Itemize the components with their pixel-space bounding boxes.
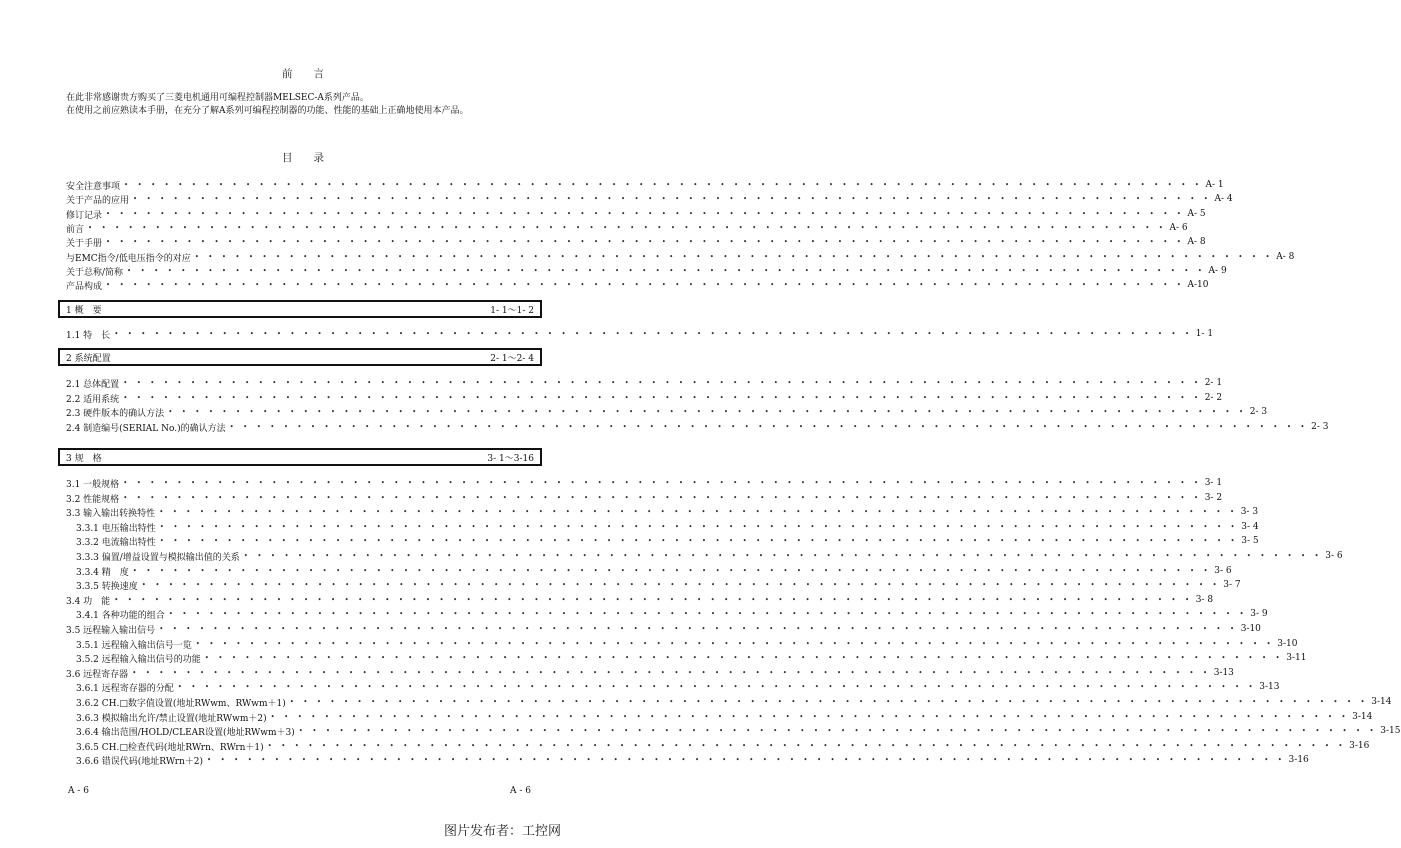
toc-entry-label: 3.3.2 电流输出特性 [76,537,156,548]
toc-entry[interactable] [76,578,1241,592]
toc-entry-label: 3.5.2 远程输入输出信号的功能 [76,654,201,665]
toc-entry-page: 3- 6 [1214,566,1232,576]
toc-entry-label: 3.5.1 远程输入输出信号一览 [76,640,192,651]
publisher-watermark: 图片发布者：工控网 [444,824,562,839]
toc-entry-label: 3.6.2 CH.□数字值设置(地址RWwm、RWwm＋1) [76,698,286,709]
toc-entry[interactable] [76,607,1268,621]
chapter-header-2[interactable] [58,348,542,366]
footer-page-right: A - 6 [510,786,531,796]
toc-entry-front[interactable] [66,221,1188,235]
toc-entry-page: 3- 7 [1223,580,1241,590]
dot-leader: • • • • • • • • • • • • • • • • • • • • • • • • • • • • • • • • • • • • • • • • • • • • • • • • • • • • • • • • • • • • • • • • • • • • • • • • • • • • • • • • [123,394,1202,402]
toc-entry-page: 3- 3 [1240,507,1259,517]
toc-entry-label: 3.3.4 精 度 [76,567,129,578]
dot-leader: • • • • • • • • • • • • • • • • • • • • • • • • • • • • • • • • • • • • • • • • • • • • • • • • • • • • • • • • • • • • • • • • • • • • • • • • • • • • • • • • [123,494,1202,502]
toc-entry[interactable] [66,391,1223,405]
toc-entry[interactable] [76,695,1392,709]
chapter-page-range: 1- 1～1- 2 [490,305,534,316]
toc-entry-page: 3-15 [1380,726,1401,736]
toc-entry-page: 3-10 [1277,639,1298,649]
dot-leader: • • • • • • • • • • • • • • • • • • • • • • • • • • • • • • • • • • • • • • • • • • • • • • • • • • • • • • • • • • • • • • • • • • • • • • • • • • • • • • • • [123,379,1202,387]
toc-entry-front[interactable] [66,250,1295,264]
dot-leader: • • • • • • • • • • • • • • • • • • • • • • • • • • • • • • • • • • • • • • • • • • • • • • • • • • • • • • • • • • • • • • • • • • • • • • • • • • • • • • • • [207,756,1286,764]
dot-leader: • • • • • • • • • • • • • • • • • • • • • • • • • • • • • • • • • • • • • • • • • • • • • • • • • • • • • • • • • • • • • • • • • • • • • • • • • • • • • • • • [168,610,1248,618]
toc-entry-label: 3.3.5 转换速度 [76,581,138,592]
toc-entry-page: A- 8 [1276,252,1295,262]
dot-leader: • • • • • • • • • • • • • • • • • • • • • • • • • • • • • • • • • • • • • • • • • • • • • • • • • • • • • • • • • • • • • • • • • • • • • • • • • • • • • • • • [177,683,1257,691]
toc-entry-page: 3-14 [1371,697,1392,707]
preface-line-1: 在此非常感谢贵方购买了三菱电机通用可编程控制器MELSEC-A系列产品。 [66,93,369,103]
dot-leader: • • • • • • • • • • • • • • • • • • • • • • • • • • • • • • • • • • • • • • • • • • • • • • • • • • • • • • • • • • • • • • • • • • • • • • • • • • • • • • • • [106,210,1185,218]
preface-line-2: 在使用之前应熟读本手册，在充分了解A系列可编程控制器的功能、性能的基础上正确地使用本产品。 [66,106,469,116]
toc-entry-page: A- 8 [1187,237,1206,247]
toc-entry-page: 3-13 [1259,682,1280,692]
dot-leader: • • • • • • • • • • • • • • • • • • • • • • • • • • • • • • • • • • • • • • • • • • • • • • • • • • • • • • • • • • • • • • • • • • • • • • • • • • • • • • • • [106,281,1185,289]
dot-leader: • • • • • • • • • • • • • • • • • • • • • • • • • • • • • • • • • • • • • • • • • • • • • • • • • • • • • • • • • • • • • • • • • • • • • • • • • • • • • • • • [195,640,1275,648]
toc-entry-label: 3.6.6 错误代码(地址RWrn＋2) [76,756,204,767]
toc-entry-label: 3.4.1 各种功能的组合 [76,610,165,621]
toc-entry[interactable] [66,505,1259,519]
dot-leader: • • • • • • • • • • • • • • • • • • • • • • • • • • • • • • • • • • • • • • • • • • • • • • • • • • • • • • • • • • • • • • • • • • • • • • • • • • • • • • • • [123,479,1202,487]
footer-page-left: A - 6 [68,786,89,796]
toc-entry-page: 3- 4 [1241,522,1259,532]
dot-leader: • • • • • • • • • • • • • • • • • • • • • • • • • • • • • • • • • • • • • • • • • • • • • • • • • • • • • • • • • • • • • • • • • • • • • • • • • • • • • • • • [159,523,1239,531]
toc-entry[interactable] [76,753,1309,767]
toc-entry-page: 3- 1 [1204,478,1223,488]
toc-entry[interactable] [76,549,1343,563]
toc-entry-label: 2.3 硬件版本的确认方法 [66,408,165,419]
dot-leader: • • • • • • • • • • • • • • • • • • • • • • • • • • • • • • • • • • • • • • • • • • • • • • • • • • • • • • • • • • • • • • • • • • • • • • • • • • • • • • • • [298,727,1378,735]
toc-entry-page: 3-10 [1240,624,1261,634]
dot-leader: • • • • • • • • • • • • • • • • • • • • • • • • • • • • • • • • • • • • • • • • • • • • • • • • • • • • • • • • • • • • • • • • • • • • • • • • • • • • • • • • [204,654,1284,662]
chapter-title: 1 概 要 [66,305,102,316]
dot-leader: • • • • • • • • • • • • • • • • • • • • • • • • • • • • • • • • • • • • • • • • • • • • • • • • • • • • • • • • • • • • • • • • • • • • • • • • • • • • • • • • [127,267,1206,275]
toc-entry[interactable] [76,651,1307,665]
toc-entry[interactable] [76,739,1370,753]
toc-entry-label: 关于总称/简称 [66,267,124,278]
toc-entry-label: 3.3 输入输出转换特性 [66,508,156,519]
toc-entry-page: A- 9 [1208,266,1227,276]
toc-title: 目 录 [282,152,324,164]
dot-leader: • • • • • • • • • • • • • • • • • • • • • • • • • • • • • • • • • • • • • • • • • • • • • • • • • • • • • • • • • • • • • • • • • • • • • • • • • • • • • • • • [270,713,1350,721]
toc-entry[interactable] [66,405,1268,419]
toc-entry-page: 3-11 [1286,653,1307,663]
toc-entry-page: 2- 1 [1204,378,1223,388]
toc-entry-label: 修订记录 [66,210,103,221]
chapter-header-3[interactable] [58,448,542,466]
toc-entry[interactable] [66,376,1223,390]
toc-entry[interactable] [66,666,1234,680]
toc-entry-page: A-10 [1187,280,1209,290]
preface-title: 前 言 [282,68,324,80]
toc-entry-page: 3- 5 [1241,536,1259,546]
toc-entry-label: 3.6.3 模拟输出允许/禁止设置(地址RWwm＋2) [76,713,267,724]
toc-entry-page: 1- 1 [1195,329,1214,339]
chapter-title: 3 规 格 [66,453,102,464]
dot-leader: • • • • • • • • • • • • • • • • • • • • • • • • • • • • • • • • • • • • • • • • • • • • • • • • • • • • • • • • • • • • • • • • • • • • • • • • • • • • • • • • [289,698,1369,706]
toc-entry[interactable] [76,680,1280,694]
toc-entry-label: 3.4 功 能 [66,596,111,607]
chapter-page-range: 3- 1～3-16 [487,453,534,464]
dot-leader: • • • • • • • • • • • • • • • • • • • • • • • • • • • • • • • • • • • • • • • • • • • • • • • • • • • • • • • • • • • • • • • • • • • • • • • • • • • • • • • • [124,181,1203,189]
toc-entry-front[interactable] [66,264,1227,278]
toc-entry[interactable] [76,520,1259,534]
toc-entry-page: 3- 8 [1195,595,1214,605]
dot-leader: • • • • • • • • • • • • • • • • • • • • • • • • • • • • • • • • • • • • • • • • • • • • • • • • • • • • • • • • • • • • • • • • • • • • • • • • • • • • • • • • [133,195,1212,203]
toc-entry[interactable] [66,622,1261,636]
toc-entry[interactable] [66,491,1223,505]
toc-entry[interactable] [66,593,1214,607]
toc-entry-label: 3.5 远程输入输出信号 [66,625,156,636]
dot-leader: • • • • • • • • • • • • • • • • • • • • • • • • • • • • • • • • • • • • • • • • • • • • • • • • • • • • • • • • • • • • • • • • • • • • • • • • • • • • • • • • [243,552,1323,560]
toc-entry-label: 3.6 远程寄存器 [66,669,129,680]
toc-entry-front[interactable] [66,178,1224,192]
toc-entry-label: 2.1 总体配置 [66,379,120,390]
toc-entry-page: 3-14 [1352,712,1373,722]
toc-entry-label: 2.2 适用系统 [66,394,120,405]
dot-leader: • • • • • • • • • • • • • • • • • • • • • • • • • • • • • • • • • • • • • • • • • • • • • • • • • • • • • • • • • • • • • • • • • • • • • • • • • • • • • • • • [88,224,1167,232]
toc-entry-page: A- 5 [1187,209,1206,219]
chapter-header-1[interactable] [58,300,542,318]
dot-leader: • • • • • • • • • • • • • • • • • • • • • • • • • • • • • • • • • • • • • • • • • • • • • • • • • • • • • • • • • • • • • • • • • • • • • • • • • • • • • • • • [132,669,1211,677]
toc-entry-label: 1.1 特 长 [66,330,111,341]
toc-entry-page: 2- 2 [1204,393,1223,403]
toc-entry[interactable] [76,710,1373,724]
toc-entry-front[interactable] [66,235,1206,249]
dot-leader: • • • • • • • • • • • • • • • • • • • • • • • • • • • • • • • • • • • • • • • • • • • • • • • • • • • • • • • • • • • • • • • • • • • • • • • • • • • • • • • • [159,508,1238,516]
chapter-title: 2 系统配置 [66,353,111,364]
dot-leader: • • • • • • • • • • • • • • • • • • • • • • • • • • • • • • • • • • • • • • • • • • • • • • • • • • • • • • • • • • • • • • • • • • • • • • • • • • • • • • • • [267,742,1347,750]
toc-entry-page: 2- 3 [1311,422,1329,432]
dot-leader: • • • • • • • • • • • • • • • • • • • • • • • • • • • • • • • • • • • • • • • • • • • • • • • • • • • • • • • • • • • • • • • • • • • • • • • • • • • • • • • • [229,423,1309,431]
toc-entry[interactable] [76,534,1259,548]
dot-leader: • • • • • • • • • • • • • • • • • • • • • • • • • • • • • • • • • • • • • • • • • • • • • • • • • • • • • • • • • • • • • • • • • • • • • • • • • • • • • • • • [159,537,1239,545]
toc-entry-label: 3.3.3 偏置/增益设置与模拟输出值的关系 [76,552,240,563]
toc-entry-label: 安全注意事项 [66,181,121,192]
toc-entry-label: 3.6.5 CH.□检查代码(地址RWrn、RWrn＋1) [76,742,264,753]
toc-entry-label: 3.2 性能规格 [66,494,120,505]
toc-entry-page: 3- 6 [1325,551,1343,561]
dot-leader: • • • • • • • • • • • • • • • • • • • • • • • • • • • • • • • • • • • • • • • • • • • • • • • • • • • • • • • • • • • • • • • • • • • • • • • • • • • • • • • • [114,596,1193,604]
dot-leader: • • • • • • • • • • • • • • • • • • • • • • • • • • • • • • • • • • • • • • • • • • • • • • • • • • • • • • • • • • • • • • • • • • • • • • • • • • • • • • • • [168,408,1247,416]
toc-entry-page: 2- 3 [1249,407,1268,417]
toc-entry-front[interactable] [66,207,1206,221]
toc-entry-label: 3.6.4 输出范围/HOLD/CLEAR设置(地址RWwm＋3) [76,727,295,738]
toc-entry-page: 3- 9 [1250,609,1268,619]
dot-leader: • • • • • • • • • • • • • • • • • • • • • • • • • • • • • • • • • • • • • • • • • • • • • • • • • • • • • • • • • • • • • • • • • • • • • • • • • • • • • • • • [114,330,1193,338]
dot-leader: • • • • • • • • • • • • • • • • • • • • • • • • • • • • • • • • • • • • • • • • • • • • • • • • • • • • • • • • • • • • • • • • • • • • • • • • • • • • • • • • [141,581,1221,589]
toc-entry-label: 前言 [66,224,85,235]
toc-entry-front[interactable] [66,278,1209,292]
toc-entry-page: A- 6 [1169,223,1188,233]
dot-leader: • • • • • • • • • • • • • • • • • • • • • • • • • • • • • • • • • • • • • • • • • • • • • • • • • • • • • • • • • • • • • • • • • • • • • • • • • • • • • • • • [106,238,1185,246]
toc-entry-page: 3-16 [1288,755,1309,765]
toc-entry-page: A- 4 [1214,194,1233,204]
toc-entry[interactable] [76,637,1298,651]
toc-entry-page: A- 1 [1205,180,1224,190]
toc-entry[interactable] [76,724,1401,738]
toc-entry-label: 关于手册 [66,238,103,249]
dot-leader: • • • • • • • • • • • • • • • • • • • • • • • • • • • • • • • • • • • • • • • • • • • • • • • • • • • • • • • • • • • • • • • • • • • • • • • • • • • • • • • • [159,625,1238,633]
toc-entry[interactable] [66,476,1223,490]
toc-entry[interactable] [66,327,1214,341]
toc-entry[interactable] [66,420,1329,434]
dot-leader: • • • • • • • • • • • • • • • • • • • • • • • • • • • • • • • • • • • • • • • • • • • • • • • • • • • • • • • • • • • • • • • • • • • • • • • • • • • • • • • • [194,253,1274,261]
toc-entry-label: 3.3.1 电压输出特性 [76,523,156,534]
toc-entry-page: 3-13 [1213,668,1234,678]
toc-entry-label: 产品构成 [66,281,103,292]
toc-entry-label: 3.6.1 远程寄存器的分配 [76,683,174,694]
toc-entry-label: 与EMC指令/低电压指令的对应 [66,253,191,264]
toc-entry-page: 3- 2 [1204,493,1223,503]
dot-leader: • • • • • • • • • • • • • • • • • • • • • • • • • • • • • • • • • • • • • • • • • • • • • • • • • • • • • • • • • • • • • • • • • • • • • • • • • • • • • • • • [132,567,1212,575]
chapter-page-range: 2- 1～2- 4 [490,353,534,364]
toc-entry-page: 3-16 [1349,741,1370,751]
toc-entry-label: 关于产品的应用 [66,195,130,206]
toc-entry-label: 2.4 制造编号(SERIAL No.)的确认方法 [66,423,226,434]
toc-entry[interactable] [76,564,1232,578]
toc-entry-label: 3.1 一般规格 [66,479,120,490]
toc-entry-front[interactable] [66,192,1233,206]
